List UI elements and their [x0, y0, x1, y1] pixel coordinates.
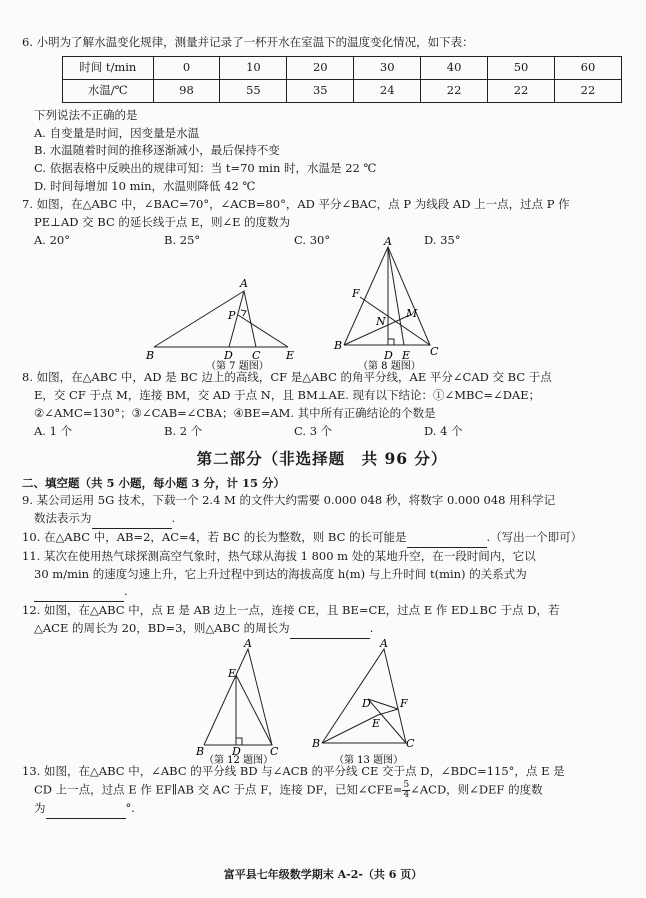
- q7-option-a: A. 20°: [34, 232, 70, 247]
- q13-unit: °.: [125, 800, 135, 815]
- fig8-label-b: B: [334, 339, 343, 353]
- q6-option-a: A. 自变量是时间，因变量是水温: [34, 125, 200, 140]
- q6-prompt: 下列说法不正确的是: [34, 107, 138, 122]
- table-cell: 98: [153, 79, 220, 102]
- q13-line2: [22, 781, 622, 800]
- table-cell: 0: [153, 56, 220, 79]
- q9-line2-text: 数法表示为: [34, 511, 92, 526]
- q10-line: [22, 529, 622, 548]
- fig8-label-e: E: [402, 349, 411, 363]
- q8-option-d: D. 4 个: [424, 423, 463, 438]
- table-cell: 35: [287, 79, 354, 102]
- table-header-temp: 水温/℃: [63, 79, 154, 102]
- q7-option-d: D. 35°: [424, 232, 461, 247]
- fig8-label-f: F: [352, 287, 360, 301]
- fig13-caption: （第 13 题图）: [334, 754, 404, 766]
- q13-line2b: ∠ACD，则∠DEF 的度数: [410, 782, 543, 797]
- table-cell: 50: [488, 56, 555, 79]
- q8-option-a: A. 1 个: [34, 423, 73, 438]
- q9-line1: 9. 某公司运用 5G 技术，下载一个 2.4 M 的文件大约需要 0.000 048 秒，将数字 0.000 048 用科学记: [22, 493, 556, 508]
- table-cell: 24: [354, 79, 421, 102]
- fig7-label-b: B: [146, 349, 155, 363]
- q7-options: [22, 232, 622, 250]
- q8-line1: 8. 如图，在△ABC 中，AD 是 BC 边上的高线，CF 是△ABC 的角平分线，AE 平分∠CAD 交 BC 于点: [22, 370, 552, 385]
- q8-option-c: C. 3 个: [294, 423, 333, 438]
- table-cell: 22: [488, 79, 555, 102]
- q8-options: [22, 423, 622, 441]
- q13-line3: [22, 800, 622, 819]
- page-footer: 富平县七年级数学期末 A-2-（共 6 页）: [223, 868, 423, 881]
- exam-page: [22, 34, 622, 819]
- fig8-label-m: M: [406, 307, 418, 321]
- table-cell: 22: [421, 79, 488, 102]
- fig7-label-c: C: [252, 349, 261, 363]
- figures-12-13: [22, 636, 622, 766]
- q7-line2: PE⊥AD 交 BC 的延长线于点 E，则∠E 的度数为: [34, 214, 291, 229]
- fig13-label-b: B: [312, 736, 321, 750]
- q6-stem: 6. 小明为了解水温变化规律，测量并记录了一杯开水在室温下的温度变化情况，如下表：: [22, 35, 474, 49]
- part2-title: 第二部分（非选择题 共 96 分）: [196, 448, 448, 468]
- figure-12-13-svg: [22, 636, 622, 766]
- q13-line3-text: 为: [34, 800, 46, 815]
- q13-line2a: CD 上一点，过点 E 作 EF∥AB 交 AC 于点 F，连接 DF，已知∠CFE=: [34, 782, 403, 797]
- fig13-label-d: D: [362, 696, 371, 710]
- q9-answer-blank[interactable]: [92, 510, 172, 529]
- table-row: [63, 79, 622, 102]
- q6-table: [62, 56, 622, 103]
- fig8-caption: （第 8 题图）: [358, 361, 421, 373]
- q12-line1: 12. 如图，在△ABC 中，点 E 是 AB 边上一点，连接 CE，且 BE=CE，过点 E 作 ED⊥BC 于点 D，若: [22, 603, 560, 618]
- q10-text: 10. 在△ABC 中，AB=2，AC=4，若 BC 的长为整数，则 BC 的长可能是: [22, 530, 407, 545]
- q8-option-b: B. 2 个: [164, 423, 203, 438]
- table-cell: 30: [354, 56, 421, 79]
- figure-13: [322, 649, 406, 743]
- table-cell: 60: [554, 56, 621, 79]
- figure-12: [204, 649, 272, 745]
- figure-7: [154, 291, 288, 347]
- table-row: [63, 56, 622, 79]
- fig12-label-b: B: [196, 744, 205, 758]
- q13-answer-blank[interactable]: [46, 800, 126, 819]
- fig7-label-d: D: [224, 349, 233, 363]
- table-cell: 20: [287, 56, 354, 79]
- fig12-caption: （第 12 题图）: [204, 754, 274, 766]
- q12-line2: △ACE 的周长为 20，BD=3，则△ABC 的周长为 .: [22, 620, 622, 639]
- q11-line2: 30 m/min 的速度匀速上升，它上升过程中到达的海拔高度 h(m) 与上升时间 t(min) 的关系式为: [34, 566, 527, 581]
- fig12-label-d: D: [232, 744, 241, 758]
- q9-line2: 数法表示为 .: [22, 510, 622, 529]
- q6-option-d: D. 时间每增加 10 min，水温则降低 42 ℃: [34, 179, 256, 194]
- q7-option-b: B. 25°: [164, 232, 201, 247]
- fig8-label-c: C: [430, 345, 439, 359]
- table-cell: 55: [220, 79, 287, 102]
- table-cell: 10: [220, 56, 287, 79]
- q11-answer-blank[interactable]: [34, 583, 124, 602]
- q13-frac-num: 5: [403, 779, 410, 790]
- q7-line1: 7. 如图，在△ABC 中，∠BAC=70°，∠ACB=80°，AD 平分∠BAC，点 P 为线段 AD 上一点，过点 P 作: [22, 196, 570, 211]
- fig13-label-e: E: [372, 716, 381, 730]
- q13-frac-den: 4: [403, 789, 410, 800]
- q12-line2-text: △ACE 的周长为 20，BD=3，则△ABC 的周长为: [34, 621, 290, 636]
- fig12-label-a: A: [244, 636, 252, 650]
- fig8-label-d: D: [384, 349, 393, 363]
- q8-line2: E，交 CF 于点 M，连接 BM，交 AD 于点 N，且 BM⊥AE. 现有以下结论：①∠MBC=∠DAE；: [34, 388, 541, 403]
- fig13-label-f: F: [400, 696, 408, 710]
- fig8-label-a: A: [384, 235, 392, 249]
- table-cell: 22: [554, 79, 621, 102]
- fig7-label-a: A: [240, 277, 248, 291]
- section2-heading: 二、填空题（共 5 小题，每小题 3 分，计 15 分）: [22, 475, 286, 490]
- fig7-caption: （第 7 题图）: [206, 361, 269, 373]
- q11-line3: .: [22, 583, 622, 602]
- q10-tail: .（写出一个即可）: [486, 530, 583, 545]
- fig12-label-c: C: [270, 744, 279, 758]
- q13-line1: 13. 如图，在△ABC 中，∠ABC 的平分线 BD 与∠ACB 的平分线 CE 交于点 D，∠BDC=115°，点 E 是: [22, 763, 565, 778]
- fig8-label-n: N: [376, 315, 386, 329]
- fig13-label-c: C: [406, 736, 415, 750]
- table-header-time: 时间 t/min: [63, 56, 154, 79]
- fig7-label-p: P: [228, 309, 236, 323]
- fig7-label-e: E: [286, 349, 295, 363]
- q7-option-c: C. 30°: [294, 232, 331, 247]
- fig12-label-e: E: [228, 666, 237, 680]
- table-cell: 40: [421, 56, 488, 79]
- q6-option-b: B. 水温随着时间的推移逐渐减小，最后保持不变: [34, 143, 280, 158]
- q10-answer-blank[interactable]: [407, 529, 487, 548]
- q8-line3: ②∠AMC=130°；③∠CAB=∠CBA；④BE=AM. 其中所有正确结论的个数是: [34, 405, 436, 420]
- q11-line1: 11. 某次在使用热气球探测高空气象时，热气球从海拔 1 800 m 处的某地升空，在一段时间内，它以: [22, 548, 536, 563]
- fig13-label-a: A: [380, 636, 388, 650]
- q6-option-c: C. 依据表格中反映出的规律可知：当 t=70 min 时，水温是 22 ℃: [34, 161, 377, 176]
- q12-answer-blank[interactable]: [290, 620, 370, 639]
